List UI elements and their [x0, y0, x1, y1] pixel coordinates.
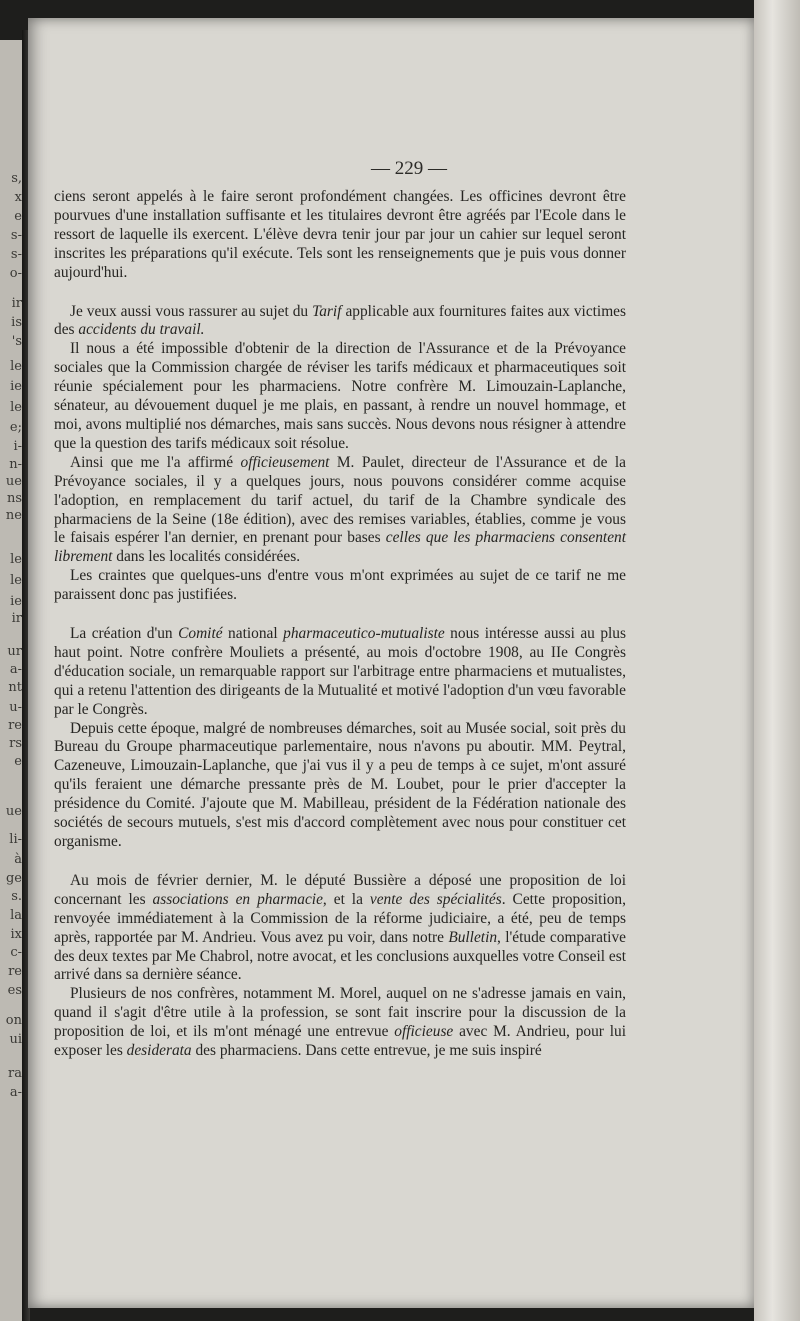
margin-fragment: u-: [9, 700, 22, 715]
margin-fragment: c-: [10, 945, 22, 960]
paragraph: [54, 625, 626, 720]
margin-fragment: e;: [9, 420, 22, 435]
margin-fragment: re: [8, 718, 22, 733]
page-number: — 229 —: [371, 158, 447, 179]
margin-fragment: rs: [9, 736, 22, 751]
book-page: [28, 18, 754, 1308]
margin-fragment: e: [14, 754, 22, 769]
italic-text: vente des spécialités: [369, 890, 502, 908]
margin-fragment: à: [14, 852, 22, 867]
text-segment: Depuis cette époque, malgré de nombreuses démarches, soit au Musée social, soit près du Bureau du Groupe pharmaceutique parlementaire, nous n'avons pu aboutir. MM. Peytral, Cazeneuve, Limouzain-Laplanche, que j'ai vus il y a peu de temps à ce sujet, m'ont assuré qu'ils feraient une démarche pressante près de M. Loubet, pour le prier d'accepter la présidence du Comité. J'ajoute que M. Mabilleau, président de la Fédération nationale des sociétés de secours mutuels, s'est mis d'accord complètement avec nous pour constituer cet organisme.: [54, 719, 626, 850]
margin-fragment: a-: [9, 1085, 22, 1100]
italic-text: desiderata: [126, 1042, 192, 1060]
margin-fragment: ie: [10, 379, 22, 394]
italic-text: Tarif: [312, 302, 342, 320]
margin-fragment: ur: [7, 644, 22, 659]
margin-fragment: ir: [11, 611, 22, 626]
previous-page-edge: [0, 40, 22, 1321]
paragraph: [54, 567, 626, 605]
text-segment: nous intéresse aussi au plus haut point. Notre confrère Mouliets a présenté, au mois d'octobre 1908, au IIe Congrès d'éducation sociale, un remarquable rapport sur l'arbitrage entre pharmaciens et mutualistes, qui a retenu l'attention des dirigeants de la Mutualité et motivé l'adoption d'un vœu favorable par le Congrès.: [54, 625, 626, 718]
margin-fragment: le: [10, 552, 22, 567]
margin-fragment: s-: [10, 228, 22, 243]
margin-fragment: a-: [9, 662, 22, 677]
margin-fragment: ne: [5, 508, 22, 523]
margin-fragment: nt: [8, 680, 22, 695]
paragraph: [54, 872, 626, 985]
italic-text: Bulletin: [448, 928, 498, 946]
paragraph: [54, 454, 626, 567]
text-segment: national: [222, 625, 284, 643]
margin-fragment: s,: [11, 171, 22, 186]
text-segment: , l'étude comparative des deux textes par Me Chabrol, notre avocat, et les conclusions auxquelles votre Conseil est arrivé dans sa dernière séance.: [54, 928, 626, 984]
text-segment: , et la: [322, 890, 370, 908]
margin-fragment: ge: [5, 871, 22, 886]
margin-fragment: s-: [10, 247, 22, 262]
text-segment: Il nous a été impossible d'obtenir de la direction de l'Assurance et de la Prévoyance sociales que la Commission chargée de réviser les tarifs médicaux et pharmaceutiques soit réunie spécialement pour les pharmaciens. Notre confrère M. Limouzain-Laplanche, sénateur, au dévouement duquel je me plais, en passant, à rendre un nouvel hommage, et moi, avons multiplié nos démarches, mais sans succès. Nous devons nous résigner à attendre que la question des tarifs médicaux soit résolue.: [54, 340, 626, 452]
text-segment: Je veux aussi vous rassurer au sujet du: [70, 302, 313, 320]
page-stack-edge: [754, 0, 800, 1321]
italic-text: Comité: [178, 625, 223, 643]
paragraph: [54, 985, 626, 1061]
text-segment: avec M. Andrieu, pour lui exposer les: [54, 1023, 626, 1060]
margin-fragment: ui: [9, 1032, 22, 1047]
text-segment: Au mois de février dernier, M. le député Bussière a déposé une proposition de loi concernant les: [54, 871, 626, 908]
italic-text: pharmaceutico-mutualiste: [283, 625, 445, 643]
paragraph: [54, 720, 626, 852]
margin-fragment: ie: [10, 594, 22, 609]
margin-fragment: es: [7, 983, 22, 998]
text-segment: Les craintes que quelques-uns d'entre vous m'ont exprimées au sujet de ce tarif ne me paraissent donc pas justifiées.: [54, 567, 626, 604]
text-segment: M. Paulet, directeur de l'Assurance et de la Prévoyance sociales, il y a quelques jours, nous pouvons considérer comme acquise l'adoption, en remplacement du tarif actuel, du tarif de la Chambre syndicale des pharmaciens de la Seine (18e édition), avec des remises variables, établies, comme je vous le faisais espérer l'an dernier, en prenant pour bases: [54, 453, 626, 547]
margin-fragment: ix: [10, 927, 22, 942]
italic-text: officieusement: [240, 453, 330, 471]
margin-fragment: i-: [13, 439, 22, 454]
margin-fragment: ir: [11, 296, 22, 311]
text-segment: des pharmaciens. Dans cette entrevue, je me suis inspiré: [191, 1042, 542, 1060]
text-segment: Ainsi que me l'a affirmé: [70, 453, 241, 471]
margin-fragment: s.: [11, 889, 22, 904]
margin-fragment: la: [10, 908, 22, 923]
paragraph: [54, 188, 626, 283]
italic-text: celles que les pharmaciens consentent librement: [54, 529, 626, 566]
margin-fragment: on: [5, 1013, 22, 1028]
margin-fragment: re: [8, 964, 22, 979]
italic-text: officieuse: [394, 1023, 454, 1041]
paragraph: [54, 303, 626, 341]
margin-fragment: o-: [9, 266, 22, 281]
text-segment: ciens seront appelés à le faire seront profondément changées. Les officines devront être pourvues d'une installation suffisante et les titulaires devront être agréés par l'Ecole dans le ressort de laquelle ils exercent. L'élève devra tenir jour par jour un cahier sur lequel seront inscrites les préparations qu'il exécute. Tels sont les renseignements que je puis vous donner aujourd'hui.: [54, 188, 626, 281]
margin-fragment: li-: [9, 832, 22, 847]
italic-text: associations en pharmacie: [152, 890, 323, 908]
text-segment: La création d'un: [70, 625, 179, 643]
margin-fragment: is: [11, 315, 22, 330]
margin-fragment: le: [10, 573, 22, 588]
body-text: [54, 188, 626, 1061]
margin-fragment: ra: [8, 1066, 22, 1081]
text-segment: Plusieurs de nos confrères, notamment M. Morel, auquel on ne s'adresse jamais en vain, quand il s'agit d'être utile à la profession, se sont fait inscrire pour la discussion de la proposition de loi, et ils m'ont ménagé une entrevue: [54, 985, 626, 1041]
margin-fragment: e: [14, 209, 22, 224]
italic-text: accidents du travail.: [78, 321, 205, 339]
margin-fragment: le: [10, 400, 22, 415]
text-segment: applicable aux fournitures faites aux victimes des: [54, 302, 626, 339]
margin-fragment: n-: [9, 457, 22, 472]
margin-fragment: le: [10, 359, 22, 374]
text-segment: . Cette proposition, renvoyée immédiatement à la Commission de la réforme judiciaire, a été, peu de temps après, rapportée par M. Andrieu. Vous avez pu voir, dans notre: [54, 890, 626, 946]
margin-fragment: ue: [5, 474, 22, 489]
paragraph: [54, 340, 626, 453]
margin-fragment: ue: [5, 804, 22, 819]
margin-fragment: 's: [11, 334, 22, 349]
margin-fragment: x: [14, 190, 22, 205]
margin-fragment: ns: [6, 491, 22, 506]
text-segment: dans les localités considérées.: [112, 548, 301, 566]
